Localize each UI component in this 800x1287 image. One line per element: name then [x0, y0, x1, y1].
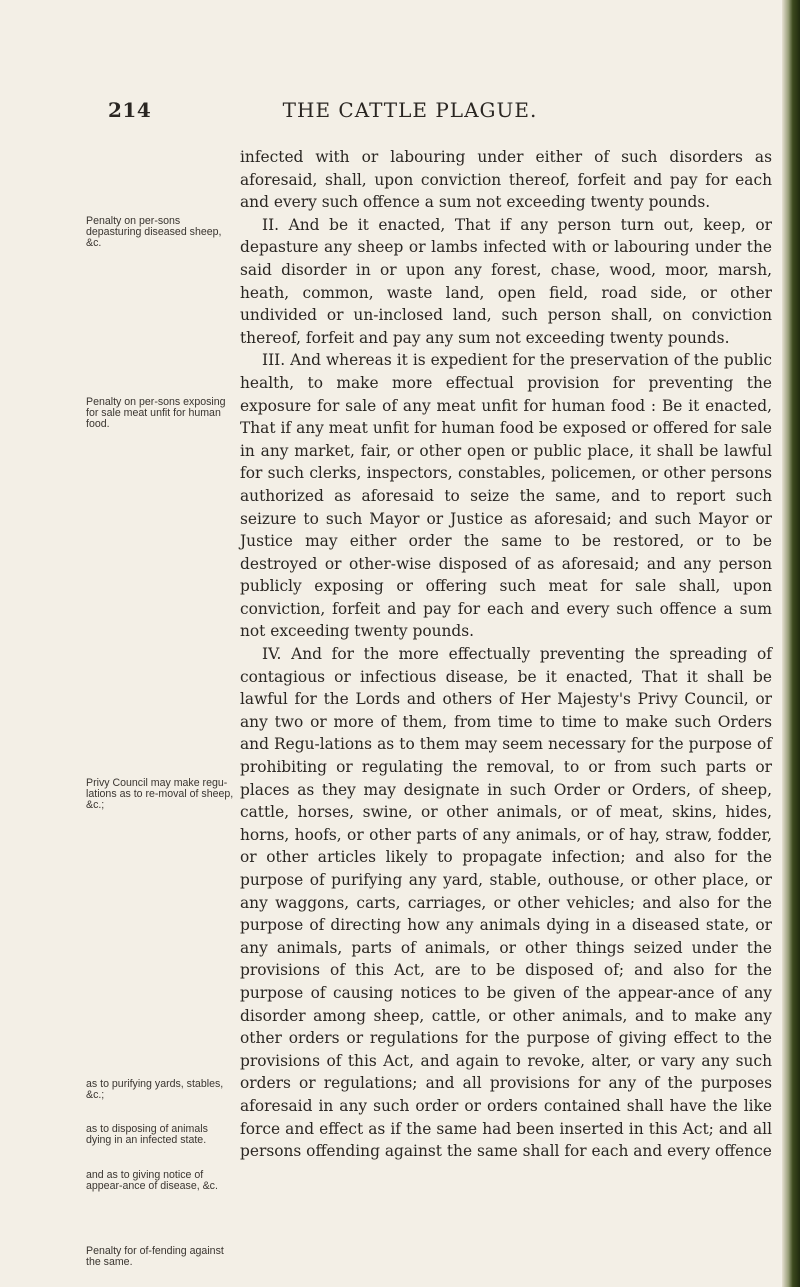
margin-note-privy-council: Privy Council may make regu-lations as to re-moval of sheep, &c.; — [86, 777, 234, 812]
margin-note-penalty-offending: Penalty for of-fending against the same. — [86, 1245, 224, 1269]
section-ii: II. And be it enacted, That if any person turn out, keep, or depasture any sheep or lambs infected with or labouring under the said disorder in or upon any forest, chase, wood, moor, marsh, heath, common, waste land, open field, road side, or other undivided or un-inclosed land, such person shall, on conviction thereof, forfeit and pay any sum not exceeding twenty pounds. — [240, 215, 772, 347]
main-text-column — [240, 146, 772, 1163]
margin-note-unfit-meat: Penalty on per-sons exposing for sale meat unfit for human food. — [86, 396, 226, 431]
page-number: 214 — [108, 98, 152, 122]
margin-note-depasturing: Penalty on per-sons depasturing diseased sheep, &c. — [86, 215, 222, 250]
section-iv: IV. And for the more effectually preventing the spreading of contagious or infectious disease, be it enacted, That it shall be lawful for the Lords and others of Her Majesty's Privy Council, or any two or more of them, from time to time to make such Orders and Regu-lations as to them may seem necessary for the purpose of prohibiting or regulating the removal, to or from such parts or places as they may designate in such Order or Orders, of sheep, cattle, horses, swine, or other animals, or of meat, skins, hides, horns, hoofs, or other parts of any animals, or of hay, straw, fodder, or other articles likely to propagate infection; and also for the purpose of purifying any yard, stable, outhouse, or other place, or any waggons, carts, carriages, or other vehicles; and also for the purpose of directing how any animals dying in a diseased state, or any animals, parts of animals, or other things seized under the provisions of this Act, are to be disposed of; and also for the purpose of causing notices to be given of the appear-ance of any disorder among sheep, cattle, or other animals, and to make any other orders or regulations for the purpose of giving effect to the provisions of this Act, and again to revoke, alter, or vary any such orders or regulations; and all provisions for any of the purposes aforesaid in any such order or orders contained shall have the like force and effect as if the same had been inserted in this Act; and all persons offending against the same shall for each and every offence — [240, 645, 772, 1161]
running-title: THE CATTLE PLAGUE. — [282, 98, 538, 122]
section-iii: III. And whereas it is expedient for the preservation of the public health, to make more effectual provision for preventing the exposure for sale of any meat unfit for human food : Be it enacted, That if any meat unfit for human food be exposed or offered for sale in any market, fair, or other open or public place, it shall be lawful for such clerks, inspectors, constables, policemen, or other persons authorized as aforesaid to seize the same, and to report such seizure to such Mayor or Justice as aforesaid; and such Mayor or Justice may either order the same to be restored, or to be destroyed or other-wise disposed of as aforesaid; and any person publicly exposing or offering such meat for sale shall, upon conviction, forfeit and pay for each and every such offence a sum not exceeding twenty pounds. — [240, 351, 772, 641]
margin-note-disposing: as to disposing of animals dying in an infected state. — [86, 1123, 208, 1147]
book-edge — [782, 0, 800, 1287]
margin-note-purifying: as to purifying yards, stables, &c.; — [86, 1078, 224, 1102]
paragraph-continuation: infected with or labouring under either of such disorders as aforesaid, shall, upon conviction thereof, forfeit and pay for each and every such offence a sum not exceeding twenty pounds. — [240, 148, 772, 212]
margin-note-notice: and as to giving notice of appear-ance of disease, &c. — [86, 1169, 218, 1193]
